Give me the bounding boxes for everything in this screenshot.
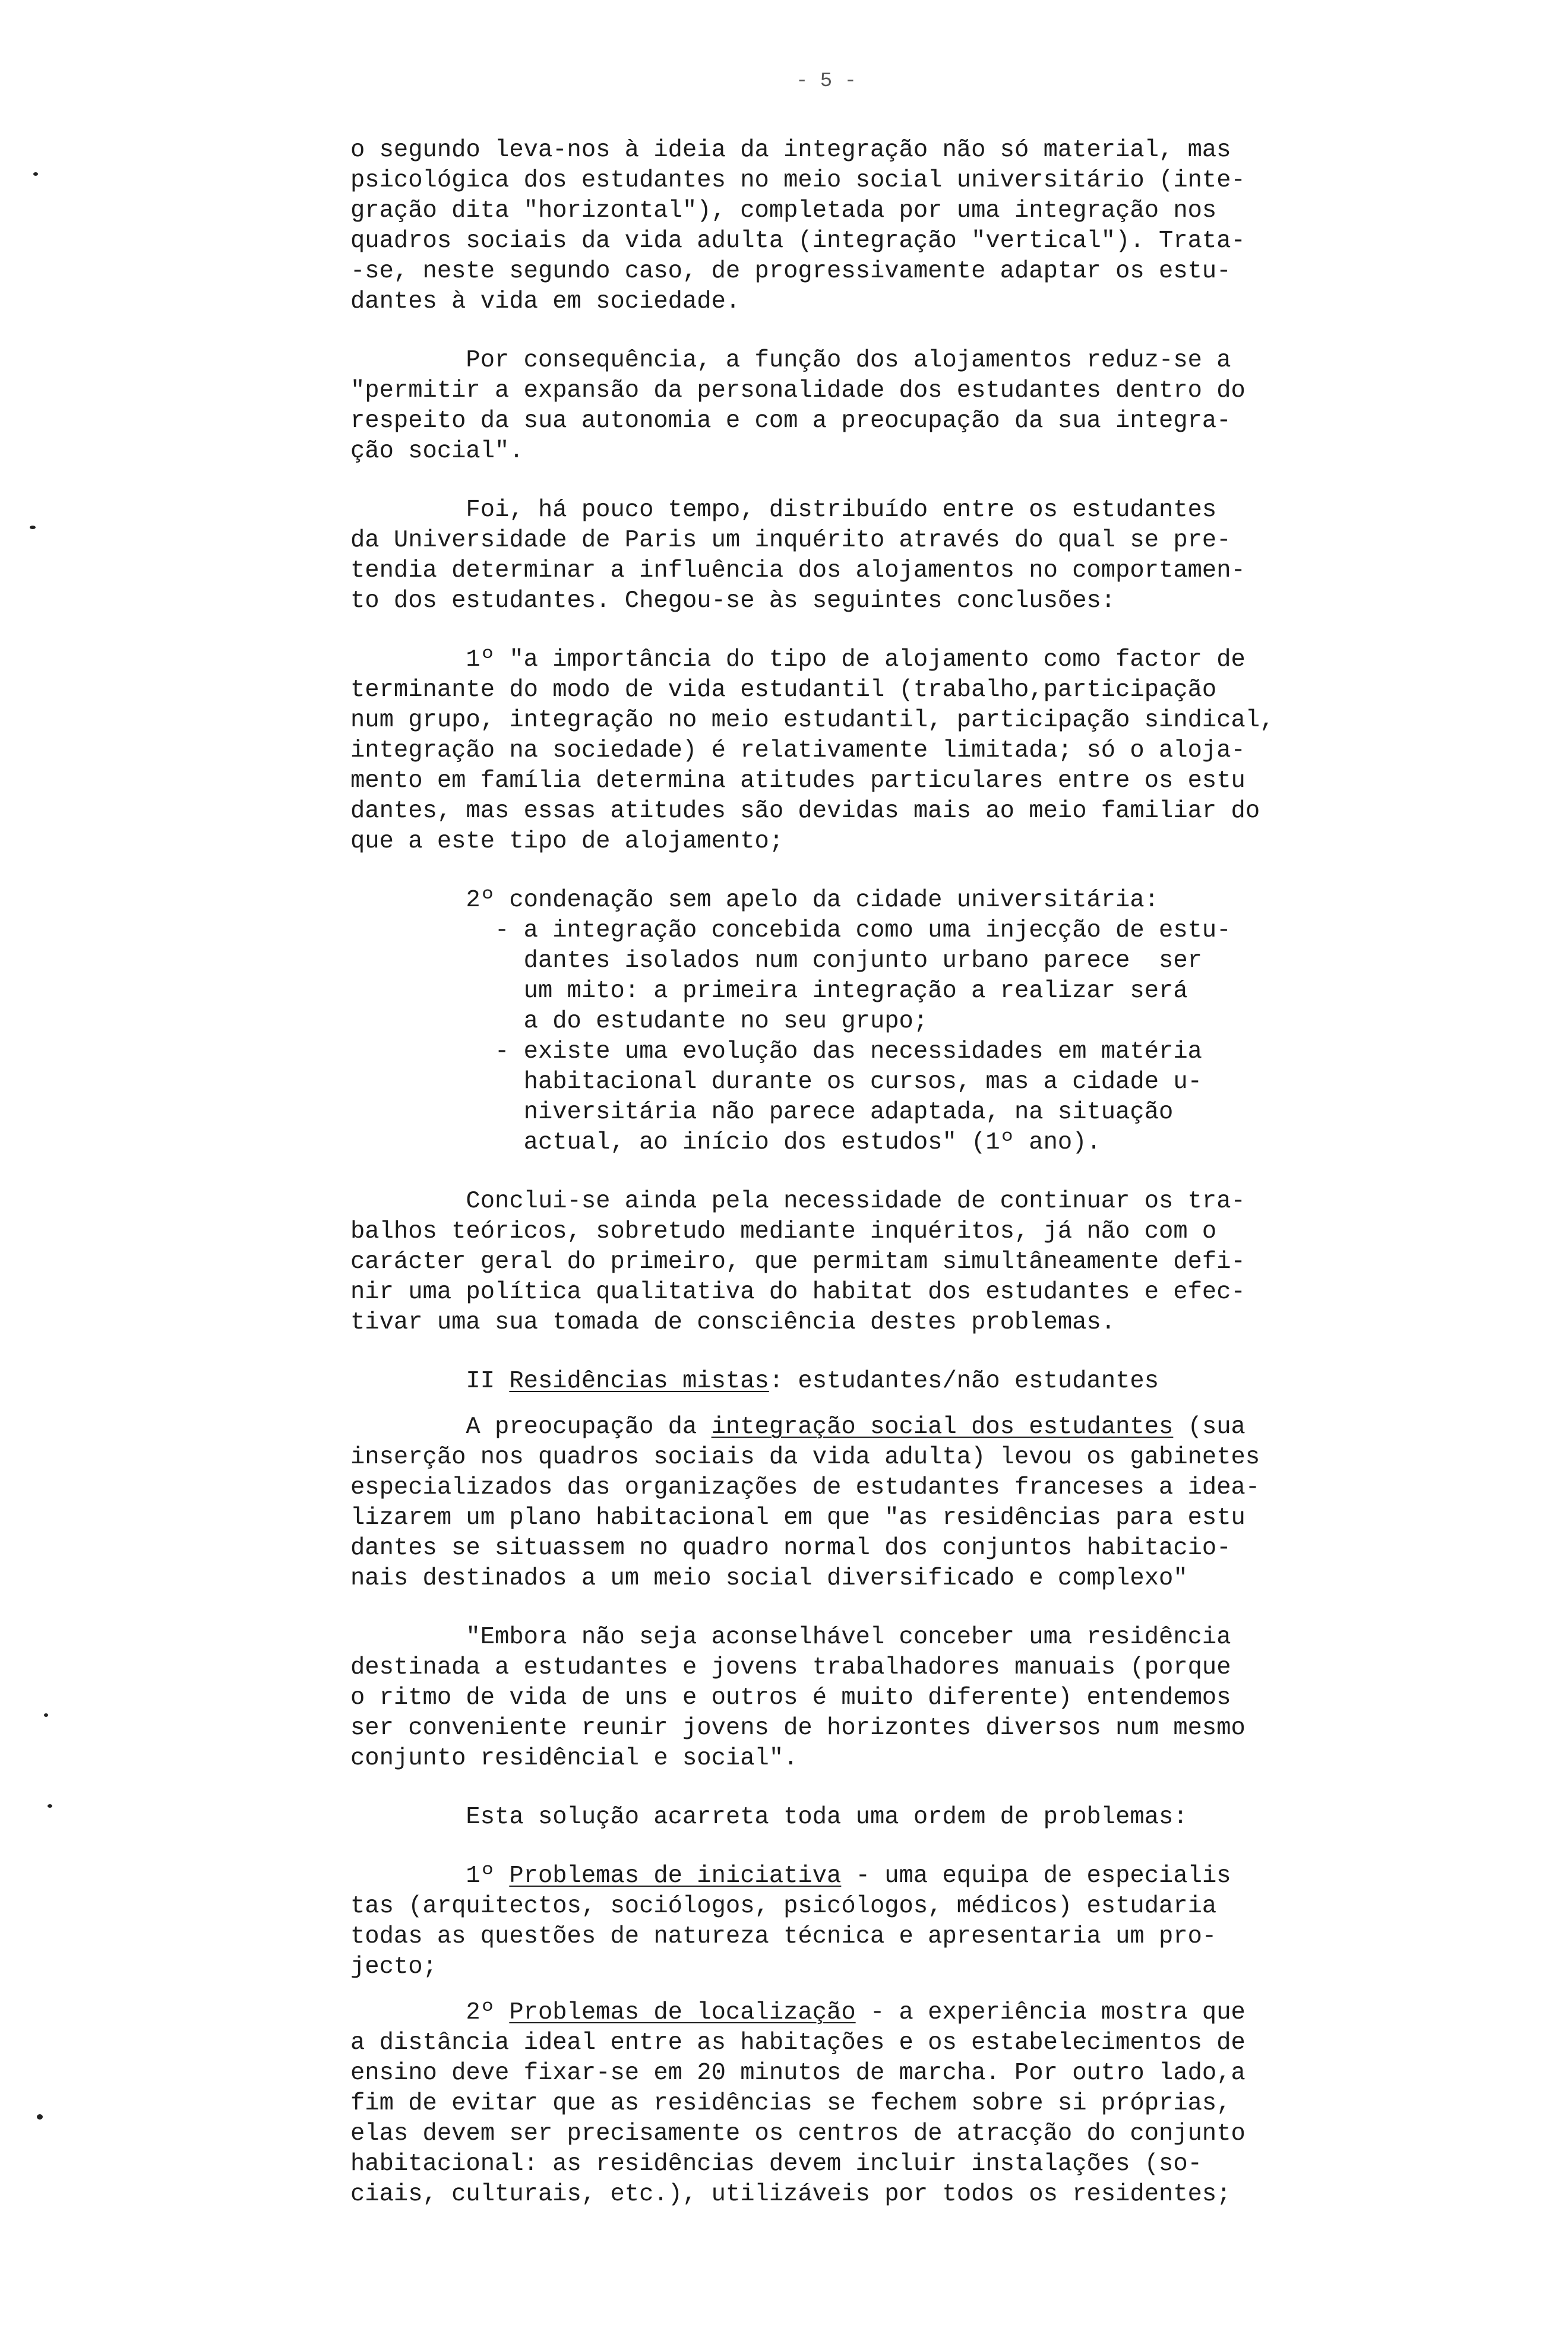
paragraph-line: respeito da sua autonomia e com a preocupação da sua integra- [350,407,1231,435]
paragraph-line: nais destinados a um meio social diversificado e complexo" [350,1565,1188,1592]
paragraph-gap [350,1982,1348,1998]
paragraph-line: jecto; [350,1953,437,1981]
paragraph-gap [350,616,1348,645]
scan-speck [48,1804,52,1808]
paragraph-line: psicológica dos estudantes no meio social universitário (inte- [350,167,1245,194]
paragraph-line: actual, ao início dos estudos" (1º ano). [350,1129,1101,1156]
paragraph-line: quadros sociais da vida adulta (integração "vertical"). Trata- [350,227,1245,255]
paragraph-line: ção social". [350,438,524,465]
scan-speck [33,172,38,176]
paragraph-line: niversitária não parece adaptada, na situação [350,1099,1174,1126]
paragraph-line: um mito: a primeira integração a realizar será [350,978,1188,1005]
paragraph-line: Conclui-se ainda pela necessidade de continuar os tra- [350,1188,1245,1215]
paragraph-line: ensino deve fixar-se em 20 minutos de marcha. Por outro lado,a [350,2060,1245,2087]
scan-speck [30,526,36,529]
paragraph-line: elas devem ser precisamente os centros de atracção do conjunto [350,2120,1245,2147]
document-body [350,135,1348,2210]
paragraph-line: conjunto residêncial e social". [350,1745,798,1772]
problem-item [350,1861,1348,1891]
paragraph-line: habitacional durante os cursos, mas a cidade u- [350,1068,1202,1096]
paragraph-line: inserção nos quadros sociais da vida adulta) levou os gabinetes [350,1444,1260,1471]
paragraph-line [350,1412,1348,1443]
line-suffix: - uma equipa de especialis [841,1862,1231,1890]
line-suffix: - a experiência mostra que [855,1999,1245,2026]
line-prefix: 1º [350,1862,510,1890]
paragraph-line: a do estudante no seu grupo; [350,1008,928,1035]
underlined-term: Problemas de localização [509,1999,856,2026]
problem-item [350,1998,1348,2028]
underlined-term: integração social dos estudantes [711,1413,1174,1441]
paragraph-gap [350,317,1348,346]
paragraph-gap [350,1594,1348,1622]
paragraph-line: tas (arquitectos, sociólogos, psicólogos, médicos) estudaria [350,1893,1217,1920]
paragraph-line: -se, neste segundo caso, de progressivamente adaptar os estu- [350,258,1231,285]
paragraph-line: "permitir a expansão da personalidade dos estudantes dentro do [350,377,1245,404]
paragraph-line: o segundo leva-nos à ideia da integração não só material, mas [350,137,1231,164]
underlined-term: Residências mistas [509,1368,769,1395]
paragraph-line: balhos teóricos, sobretudo mediante inquéritos, já não com o [350,1218,1217,1245]
paragraph-line: Foi, há pouco tempo, distribuído entre os estudantes [350,496,1217,524]
scan-speck [37,2114,43,2120]
paragraph-line: terminante do modo de vida estudantil (trabalho,participação [350,676,1217,704]
paragraph-gap [350,1397,1348,1412]
paragraph-gap [350,1338,1348,1367]
line-prefix: 2º [350,1999,510,2026]
paragraph-line: nir uma política qualitativa do habitat dos estudantes e efec- [350,1279,1245,1306]
paragraph-line: gração dita "horizontal"), completada por uma integração nos [350,197,1217,224]
paragraph-line: carácter geral do primeiro, que permitam simultâneamente defi- [350,1248,1245,1276]
page-number: - 5 - [796,70,857,93]
paragraph-line: mento em família determina atitudes particulares entre os estu [350,767,1245,795]
underlined-term: Problemas de iniciativa [509,1862,842,1890]
paragraph-line: - existe uma evolução das necessidades em matéria [350,1038,1202,1065]
paragraph-gap [350,467,1348,495]
paragraph-line: - a integração concebida como uma injecção de estu- [350,917,1231,944]
paragraph-line: habitacional: as residências devem incluir instalações (so- [350,2150,1202,2178]
paragraph-line: que a este tipo de alojamento; [350,828,784,855]
paragraph-line: dantes se situassem no quadro normal dos conjuntos habitacio- [350,1535,1231,1562]
paragraph-line: tendia determinar a influência dos alojamentos no comportamen- [350,557,1245,584]
paragraph-line: dantes isolados num conjunto urbano parece ser [350,947,1202,975]
paragraph-line: "Embora não seja aconselhável conceber uma residência [350,1624,1231,1651]
line-suffix: : estudantes/não estudantes [769,1368,1159,1395]
line-prefix: II [350,1368,510,1395]
paragraph-line: dantes, mas essas atitudes são devidas mais ao meio familiar do [350,798,1260,825]
paragraph-line: lizarem um plano habitacional em que "as residências para estu [350,1504,1245,1532]
paragraph-line: Por consequência, a função dos alojamentos reduz-se a [350,347,1231,374]
paragraph-line: fim de evitar que as residências se fechem sobre si próprias, [350,2090,1231,2117]
paragraph-line: a distância ideal entre as habitações e os estabelecimentos de [350,2029,1245,2057]
paragraph-line: ciais, culturais, etc.), utilizáveis por todos os residentes; [350,2181,1231,2208]
paragraph-line: o ritmo de vida de uns e outros é muito diferente) entendemos [350,1684,1231,1712]
paragraph-gap [350,1774,1348,1802]
line-suffix: (sua [1173,1413,1245,1441]
line-prefix: A preocupação da [350,1413,712,1441]
paragraph-line: tivar uma sua tomada de consciência destes problemas. [350,1309,1116,1336]
paragraph-line: destinada a estudantes e jovens trabalhadores manuais (porque [350,1654,1231,1681]
paragraph-line: Esta solução acarreta toda uma ordem de problemas: [350,1804,1188,1831]
paragraph-line: especializados das organizações de estudantes franceses a idea- [350,1474,1260,1501]
paragraph-line: da Universidade de Paris um inquérito através do qual se pre- [350,527,1231,554]
paragraph-line: todas as questões de natureza técnica e apresentaria um pro- [350,1923,1217,1950]
paragraph-gap [350,857,1348,885]
scan-speck [44,1713,48,1717]
section-heading [350,1367,1348,1397]
paragraph-line: ser conveniente reunir jovens de horizontes diversos num mesmo [350,1715,1245,1742]
paragraph-line: num grupo, integração no meio estudantil, participação sindical, [350,707,1275,734]
paragraph-gap [350,1158,1348,1187]
paragraph-line: to dos estudantes. Chegou-se às seguintes conclusões: [350,587,1116,615]
paragraph-line: integração na sociedade) é relativamente limitada; só o aloja- [350,737,1245,764]
paragraph-gap [350,1833,1348,1861]
paragraph-line: dantes à vida em sociedade. [350,288,741,315]
paragraph-line: 2º condenação sem apelo da cidade universitária: [350,887,1159,914]
paragraph-line: 1º "a importância do tipo de alojamento como factor de [350,646,1245,673]
